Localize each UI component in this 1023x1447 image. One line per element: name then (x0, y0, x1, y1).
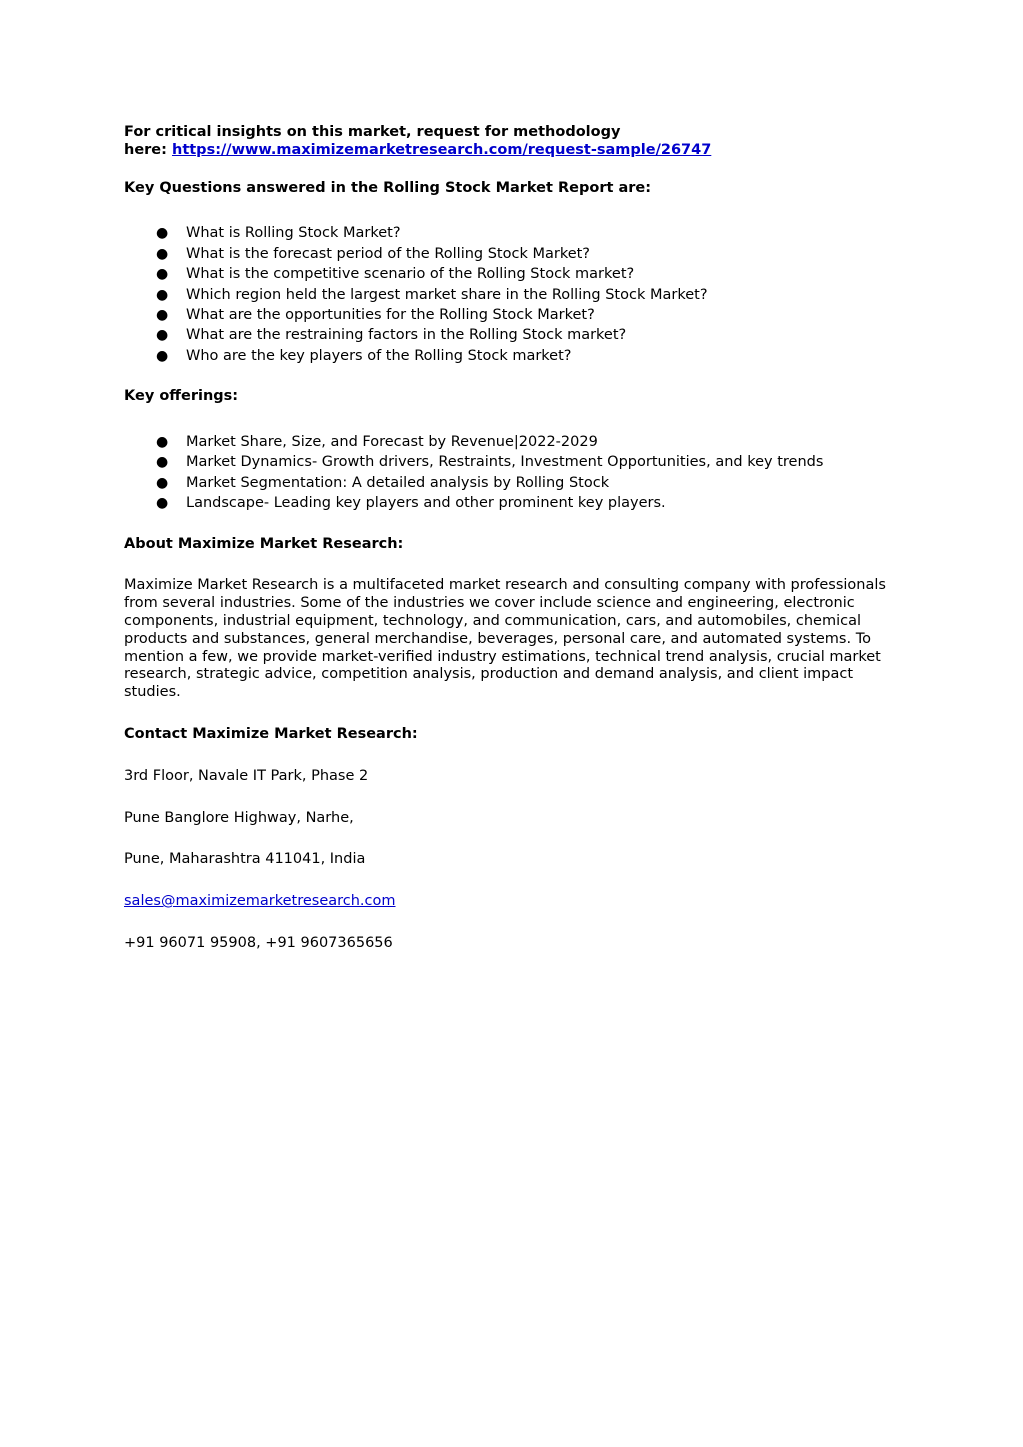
bullet-icon: ● (156, 347, 169, 364)
bullet-icon: ● (156, 454, 169, 471)
about-line: studies. (124, 684, 181, 701)
list-item-text: What is the competitive scenario of the Rolling Stock market? (186, 266, 635, 283)
key-questions-list (124, 223, 904, 366)
contact-email-link[interactable]: sales@maximizemarketresearch.com (124, 893, 396, 910)
list-item-text: Market Segmentation: A detailed analysis by Rolling Stock (186, 474, 610, 491)
about-heading: About Maximize Market Research: (124, 535, 404, 552)
list-item-text: What is Rolling Stock Market? (186, 225, 401, 242)
list-item-text: Market Share, Size, and Forecast by Revenue|2022-2029 (186, 434, 598, 451)
list-item (124, 346, 904, 366)
list-item (124, 325, 904, 345)
list-item-text: What are the opportunities for the Rolling Stock Market? (186, 307, 595, 324)
bullet-icon: ● (156, 434, 169, 451)
list-item (124, 223, 904, 243)
intro-prefix: here: (124, 141, 172, 158)
contact-email-line (124, 893, 904, 911)
bullet-icon: ● (156, 495, 169, 512)
key-questions-heading: Key Questions answered in the Rolling Stock Market Report are: (124, 179, 652, 196)
key-offerings-list (124, 432, 904, 514)
about-paragraph (124, 577, 904, 702)
bullet-icon: ● (156, 225, 169, 242)
document-page (124, 124, 904, 953)
bullet-icon: ● (156, 286, 169, 303)
list-item-text: What are the restraining factors in the Rolling Stock market? (186, 327, 627, 344)
contact-heading: Contact Maximize Market Research: (124, 726, 418, 743)
list-item-text: What is the forecast period of the Rolling Stock Market? (186, 245, 591, 262)
bullet-icon: ● (156, 266, 169, 283)
request-sample-link[interactable]: https://www.maximizemarketresearch.com/request-sample/26747 (172, 141, 712, 158)
bullet-icon: ● (156, 307, 169, 324)
list-item (124, 264, 904, 284)
list-item (124, 493, 904, 513)
list-item-text: Landscape- Leading key players and other prominent key players. (186, 495, 666, 512)
bullet-icon: ● (156, 327, 169, 344)
about-line: from several industries. Some of the industries we cover include science and engineering, electronic (124, 595, 855, 612)
contact-phone: +91 96071 95908, +91 9607365656 (124, 935, 393, 952)
intro-line-1: For critical insights on this market, request for methodology (124, 124, 621, 140)
about-line: Maximize Market Research is a multifaceted market research and consulting company with professionals (124, 577, 886, 594)
intro-line-2 (124, 142, 904, 160)
list-item (124, 244, 904, 264)
list-item (124, 305, 904, 325)
about-line: research, strategic advice, competition analysis, production and demand analysis, and client impact (124, 666, 854, 683)
about-line: products and substances, general merchandise, beverages, personal care, and automated systems. To (124, 630, 871, 647)
list-item (124, 452, 904, 472)
list-item-text: Market Dynamics- Growth drivers, Restraints, Investment Opportunities, and key trends (186, 454, 824, 471)
list-item (124, 473, 904, 493)
contact-address-line-1: 3rd Floor, Navale IT Park, Phase 2 (124, 767, 369, 784)
list-item-text: Who are the key players of the Rolling Stock market? (186, 347, 572, 364)
list-item (124, 285, 904, 305)
list-item (124, 432, 904, 452)
contact-address-line-3: Pune, Maharashtra 411041, India (124, 851, 366, 868)
about-line: components, industrial equipment, technology, and communication, cars, and automobiles, chemical (124, 613, 862, 630)
bullet-icon: ● (156, 245, 169, 262)
key-offerings-heading: Key offerings: (124, 388, 239, 405)
bullet-icon: ● (156, 474, 169, 491)
list-item-text: Which region held the largest market share in the Rolling Stock Market? (186, 286, 708, 303)
contact-address-line-2: Pune Banglore Highway, Narhe, (124, 809, 354, 826)
about-line: mention a few, we provide market-verified industry estimations, technical trend analysis, crucial market (124, 648, 881, 665)
